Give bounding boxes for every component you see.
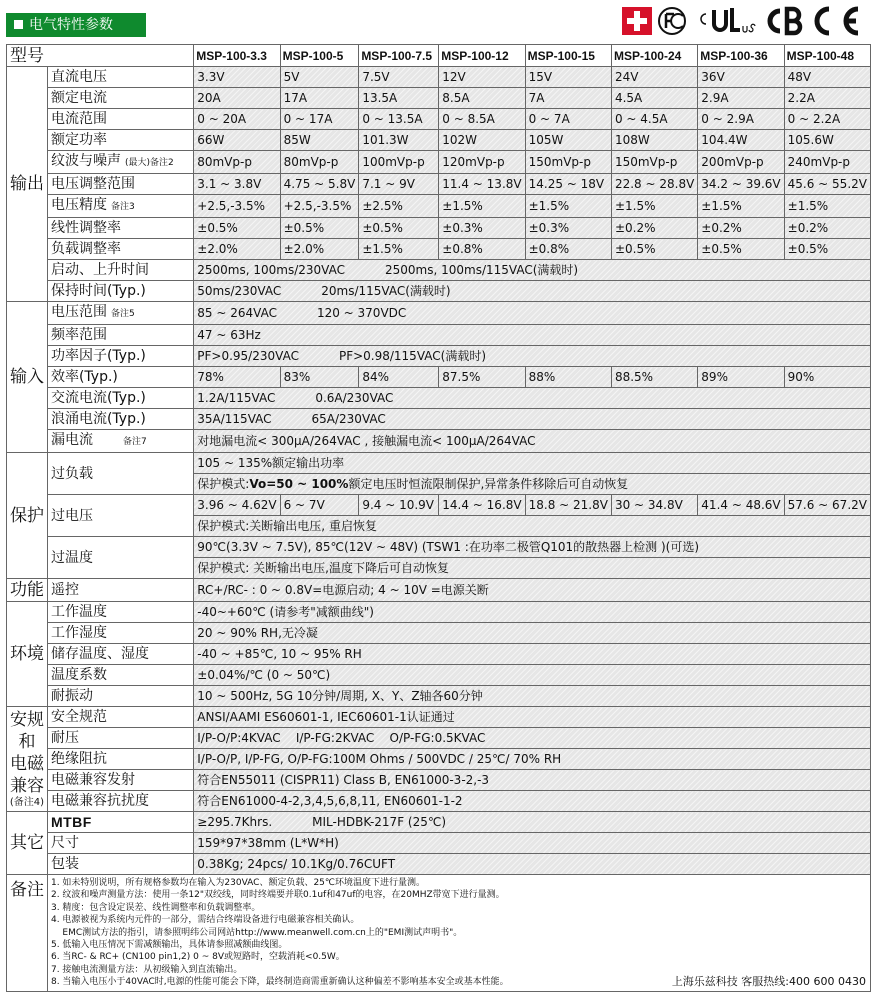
cb-icon	[770, 9, 800, 33]
note-item: 6. 当RC- & RC+ (CN100 pin1,2) 0 ~ 8V或短路时，空载消耗<0.5W。	[50, 952, 345, 963]
value-part: 额定电压时恒流限制保护,异常条件移除后可自动恢复	[348, 477, 629, 491]
row-label: 启动、上升时间	[47, 260, 193, 281]
cell-value: 240mVp-p	[784, 151, 870, 174]
cell-value: 0 ~ 2.2A	[784, 109, 870, 130]
row-label: 绝缘阻抗	[47, 749, 193, 770]
cell-value: 84%	[359, 367, 439, 388]
cell-value: 47 ~ 63Hz	[194, 325, 871, 346]
cell-value: 17A	[280, 88, 359, 109]
row-label: 过负载	[47, 453, 193, 495]
group-environment: 环境	[7, 602, 48, 707]
value-part: 2500ms, 100ms/230VAC	[197, 263, 345, 277]
table-row	[7, 430, 871, 453]
value-part: 20ms/115VAC(满载时)	[321, 284, 451, 298]
cell-value: ±0.04%/℃ (0 ~ 50℃)	[194, 665, 871, 686]
cell-value: RC+/RC- : 0 ~ 0.8V=电源启动; 4 ~ 10V =电源关断	[194, 579, 871, 602]
note-item: 5. 低输入电压情况下需减额输出，具体请参照减额曲线图。	[50, 940, 288, 951]
cell-value: ±0.2%	[698, 218, 784, 239]
table-row	[7, 367, 871, 388]
cell-value	[194, 409, 871, 430]
row-label: 包装	[47, 854, 193, 875]
cell-value: 159*97*38mm (L*W*H)	[194, 833, 871, 854]
cell-value: 3.1 ~ 3.8V	[194, 174, 280, 195]
group-line: 兼容	[9, 776, 44, 796]
group-line: 电磁	[9, 754, 44, 774]
fcc-icon	[659, 8, 685, 34]
cell-value: 120mVp-p	[439, 151, 525, 174]
cell-value: 10 ~ 500Hz, 5G 10分钟/周期, X、Y、Z轴各60分钟	[194, 686, 871, 707]
row-label-note: (最大)备注2	[124, 158, 174, 168]
model-name: MSP-100-48	[784, 45, 870, 67]
cell-value: I/P-O/P:4KVAC I/P-FG:2KVAC O/P-FG:0.5KVAC	[194, 728, 871, 749]
cell-value: 11.4 ~ 13.8V	[439, 174, 525, 195]
table-row	[7, 218, 871, 239]
row-label: MTBF	[47, 812, 193, 833]
row-label: 尺寸	[47, 833, 193, 854]
table-row	[7, 67, 871, 88]
cell-value: 13.5A	[359, 88, 439, 109]
hotline: 上海乐兹科技 客服热线:400 600 0430	[671, 975, 866, 989]
table-row	[7, 88, 871, 109]
notes-row	[7, 875, 871, 992]
model-name: MSP-100-15	[525, 45, 611, 67]
note-item: 2. 纹波和噪声测量方法：使用一条12"双绞线，同时终端要并联0.1uf和47uf的电容，在20MHZ带宽下进行量测。	[50, 890, 505, 901]
cell-value: 3.3V	[194, 67, 280, 88]
cell-value: ±0.8%	[525, 239, 611, 260]
value-part: 保护模式:	[197, 477, 250, 491]
cell-value: 9.4 ~ 10.9V	[359, 495, 439, 516]
table-row	[7, 623, 871, 644]
table-row	[7, 602, 871, 623]
group-note: (备注4)	[9, 797, 45, 808]
row-label: 电磁兼容抗扰度	[47, 791, 193, 812]
row-label: 直流电压	[47, 67, 193, 88]
table-row	[7, 644, 871, 665]
square-icon	[14, 20, 23, 29]
cell-value: 保护模式: 关断输出电压,温度下降后可自动恢复	[194, 558, 871, 579]
cell-value: ±0.2%	[611, 218, 697, 239]
cell-value: 80mVp-p	[194, 151, 280, 174]
table-row	[7, 130, 871, 151]
model-name: MSP-100-24	[611, 45, 697, 67]
table-row	[7, 409, 871, 430]
models-row	[7, 45, 871, 67]
cell-value: 41.4 ~ 48.6V	[698, 495, 784, 516]
cell-value: I/P-O/P, I/P-FG, O/P-FG:100M Ohms / 500VDC / 25℃/ 70% RH	[194, 749, 871, 770]
row-label: 线性调整率	[47, 218, 193, 239]
cell-value: 105.6W	[784, 130, 870, 151]
spec-table	[6, 44, 871, 992]
table-row	[7, 239, 871, 260]
row-label	[47, 195, 193, 218]
row-label-text: 漏电流	[50, 432, 93, 448]
cell-value: 105W	[525, 130, 611, 151]
row-label: 工作温度	[47, 602, 193, 623]
table-row	[7, 665, 871, 686]
row-label: 安全规范	[47, 707, 193, 728]
row-label	[47, 430, 193, 453]
cell-value: +2.5,-3.5%	[194, 195, 280, 218]
row-label: 过温度	[47, 537, 193, 579]
cell-value: 15V	[525, 67, 611, 88]
row-label: 额定电流	[47, 88, 193, 109]
model-name: MSP-100-12	[439, 45, 525, 67]
value-part: PF>0.98/115VAC(满载时)	[338, 349, 486, 363]
section-title: 电气特性参数	[29, 17, 113, 33]
cul-us-icon	[701, 8, 755, 32]
model-name: MSP-100-36	[698, 45, 784, 67]
row-label	[47, 151, 193, 174]
cell-value: ±1.5%	[439, 195, 525, 218]
value-part: 50ms/230VAC	[197, 284, 282, 298]
row-label: 电流范围	[47, 109, 193, 130]
cell-value: 150mVp-p	[611, 151, 697, 174]
note-item: EMC测试方法的指引，请参照明纬公司网站http://www.meanwell.com.cn上的"EMI测试声明书"。	[50, 927, 463, 938]
row-label-text: 电压范围	[50, 304, 107, 320]
table-row	[7, 707, 871, 728]
row-label-text: 纹波与噪声	[50, 153, 121, 169]
cell-value	[194, 260, 871, 281]
cell-value: 0 ~ 20A	[194, 109, 280, 130]
row-label-note: 备注3	[110, 202, 135, 212]
note-item: 7. 接触电流测量方法：从初级输入到直流输出。	[50, 964, 243, 975]
cell-value: 105 ~ 135%额定输出功率	[194, 453, 871, 474]
cell-value: 87.5%	[439, 367, 525, 388]
table-row	[7, 281, 871, 302]
cell-value: 45.6 ~ 55.2V	[784, 174, 870, 195]
row-label: 耐振动	[47, 686, 193, 707]
table-row	[7, 109, 871, 130]
row-label-note: 备注7	[122, 437, 147, 447]
cell-value: ±2.5%	[359, 195, 439, 218]
row-label: 工作湿度	[47, 623, 193, 644]
cell-value: ±0.2%	[784, 218, 870, 239]
cell-value: 34.2 ~ 39.6V	[698, 174, 784, 195]
table-row	[7, 495, 871, 516]
notes-cell	[47, 875, 870, 992]
cell-value: ±0.5%	[784, 239, 870, 260]
cell-value: 12V	[439, 67, 525, 88]
cell-value: 0.38Kg; 24pcs/ 10.1Kg/0.76CUFT	[194, 854, 871, 875]
cell-value: ±0.5%	[194, 218, 280, 239]
model-name: MSP-100-5	[280, 45, 359, 67]
cell-value: 4.5A	[611, 88, 697, 109]
group-other: 其它	[7, 812, 48, 875]
value-part: ≥295.7Khrs.	[197, 815, 273, 829]
value-part: 2500ms, 100ms/115VAC(满载时)	[385, 263, 579, 277]
cell-value: 符合EN55011 (CISPR11) Class B, EN61000-3-2,-3	[194, 770, 871, 791]
row-label-note: 备注5	[110, 309, 135, 319]
cell-value: 20A	[194, 88, 280, 109]
note-item: 4. 电源被视为系统内元件的一部分，需结合终端设备进行电磁兼容相关确认。	[50, 915, 360, 926]
row-label: 频率范围	[47, 325, 193, 346]
cell-value: 100mVp-p	[359, 151, 439, 174]
cell-value: 3.96 ~ 4.62V	[194, 495, 280, 516]
cell-value: 200mVp-p	[698, 151, 784, 174]
row-label: 效率(Typ.)	[47, 367, 193, 388]
table-row	[7, 770, 871, 791]
cell-value: ±0.5%	[359, 218, 439, 239]
table-row	[7, 833, 871, 854]
table-row	[7, 388, 871, 409]
cell-value: 90℃(3.3V ~ 7.5V), 85℃(12V ~ 48V) (TSW1 :在功率二极管Q101的散热器上检测 )(可选)	[194, 537, 871, 558]
cell-value: ±1.5%	[698, 195, 784, 218]
cell-value: 90%	[784, 367, 870, 388]
row-label: 额定功率	[47, 130, 193, 151]
table-row	[7, 174, 871, 195]
table-row	[7, 812, 871, 833]
note-item: 8. 当输入电压小于40VAC时,电源的性能可能会下降，最终制造商需重新确认这种偏差不影响基本安全或基本性能。	[50, 977, 509, 988]
note-item: 1. 如未特别说明，所有规格参数均在输入为230VAC、额定负载、25℃环境温度下进行量测。	[50, 878, 426, 888]
cell-value: 36V	[698, 67, 784, 88]
row-label: 交流电流(Typ.)	[47, 388, 193, 409]
table-row	[7, 791, 871, 812]
value-part: 1.2A/115VAC	[197, 391, 276, 405]
row-label: 温度系数	[47, 665, 193, 686]
row-label: 功率因子(Typ.)	[47, 346, 193, 367]
cell-value: 2.9A	[698, 88, 784, 109]
table-row	[7, 686, 871, 707]
value-part: 85 ~ 264VAC	[197, 306, 277, 320]
table-row	[7, 346, 871, 367]
row-label: 保持时间(Typ.)	[47, 281, 193, 302]
row-label: 负载调整率	[47, 239, 193, 260]
cell-value	[194, 474, 871, 495]
ce-icon	[817, 9, 858, 33]
value-part: 35A/115VAC	[197, 412, 272, 426]
cell-value: 57.6 ~ 67.2V	[784, 495, 870, 516]
cell-value: 89%	[698, 367, 784, 388]
cell-value: 102W	[439, 130, 525, 151]
cell-value: 101.3W	[359, 130, 439, 151]
cell-value: 7.5V	[359, 67, 439, 88]
model-name: MSP-100-7.5	[359, 45, 439, 67]
cell-value: ±0.5%	[280, 218, 359, 239]
cell-value: 14.25 ~ 18V	[525, 174, 611, 195]
cell-value: 14.4 ~ 16.8V	[439, 495, 525, 516]
row-label: 过电压	[47, 495, 193, 537]
cell-value	[194, 388, 871, 409]
cell-value: 85W	[280, 130, 359, 151]
table-row	[7, 453, 871, 474]
cell-value: 6 ~ 7V	[280, 495, 359, 516]
section-header	[6, 13, 146, 37]
value-part: 65A/230VAC	[311, 412, 386, 426]
cell-value: ±0.3%	[439, 218, 525, 239]
cell-value	[194, 281, 871, 302]
cell-value	[194, 302, 871, 325]
cell-value: 20 ~ 90% RH,无冷凝	[194, 623, 871, 644]
model-name: MSP-100-3.3	[194, 45, 280, 67]
group-safety-emc	[7, 707, 48, 812]
value-part: 120 ~ 370VDC	[316, 306, 407, 320]
group-input: 输入	[7, 302, 48, 453]
table-row	[7, 302, 871, 325]
group-protection: 保护	[7, 453, 48, 579]
row-label-text: 电压精度	[50, 197, 107, 213]
cell-value: ±1.5%	[784, 195, 870, 218]
cell-value: ±2.0%	[280, 239, 359, 260]
cell-value: 66W	[194, 130, 280, 151]
cell-value: 48V	[784, 67, 870, 88]
table-row	[7, 325, 871, 346]
cell-value	[194, 346, 871, 367]
cell-value: 83%	[280, 367, 359, 388]
table-row	[7, 728, 871, 749]
cell-value: 对地漏电流< 300μA/264VAC , 接触漏电流< 100μA/264VAC	[194, 430, 871, 453]
table-row	[7, 854, 871, 875]
medical-cross-icon	[622, 7, 652, 35]
cell-value: 108W	[611, 130, 697, 151]
cell-value: 8.5A	[439, 88, 525, 109]
cell-value: -40 ~ +85℃, 10 ~ 95% RH	[194, 644, 871, 665]
cell-value: 5V	[280, 67, 359, 88]
cell-value: 符合EN61000-4-2,3,4,5,6,8,11, EN60601-1-2	[194, 791, 871, 812]
row-label: 遥控	[47, 579, 193, 602]
table-row	[7, 749, 871, 770]
table-row	[7, 195, 871, 218]
cell-value: 0 ~ 4.5A	[611, 109, 697, 130]
cell-value: 2.2A	[784, 88, 870, 109]
cell-value: 104.4W	[698, 130, 784, 151]
row-label: 储存温度、湿度	[47, 644, 193, 665]
cell-value: ±1.5%	[525, 195, 611, 218]
table-row	[7, 579, 871, 602]
value-part: PF>0.95/230VAC	[197, 349, 299, 363]
cell-value: 7.1 ~ 9V	[359, 174, 439, 195]
row-label: 耐压	[47, 728, 193, 749]
cell-value: 24V	[611, 67, 697, 88]
cell-value: 0 ~ 17A	[280, 109, 359, 130]
cell-value: 22.8 ~ 28.8V	[611, 174, 697, 195]
cell-value: 7A	[525, 88, 611, 109]
row-label: 浪涌电流(Typ.)	[47, 409, 193, 430]
note-item: 3. 精度：包含设定误差、线性调整率和负载调整率。	[50, 902, 261, 913]
group-notes: 备注	[7, 875, 48, 992]
row-label: 电压调整范围	[47, 174, 193, 195]
cell-value: ±0.5%	[611, 239, 697, 260]
cell-value: ANSI/AAMI ES60601-1, IEC60601-1认证通过	[194, 707, 871, 728]
cell-value: -40~+60℃ (请参考"减额曲线")	[194, 602, 871, 623]
cell-value: 0 ~ 8.5A	[439, 109, 525, 130]
value-part: MIL-HDBK-217F (25℃)	[312, 815, 447, 829]
cell-value: 80mVp-p	[280, 151, 359, 174]
cell-value: 18.8 ~ 21.8V	[525, 495, 611, 516]
table-row	[7, 537, 871, 558]
models-label: 型号	[7, 45, 194, 67]
certification-logos	[622, 4, 868, 38]
cell-value: ±0.8%	[439, 239, 525, 260]
cell-value: 4.75 ~ 5.8V	[280, 174, 359, 195]
cell-value: ±1.5%	[359, 239, 439, 260]
cell-value: ±0.5%	[698, 239, 784, 260]
cell-value: +2.5,-3.5%	[280, 195, 359, 218]
cell-value: 0 ~ 7A	[525, 109, 611, 130]
table-row	[7, 260, 871, 281]
group-output: 输出	[7, 67, 48, 302]
cell-value: 88%	[525, 367, 611, 388]
cell-value: ±0.3%	[525, 218, 611, 239]
cell-value: 30 ~ 34.8V	[611, 495, 697, 516]
cell-value	[194, 812, 871, 833]
cell-value: 78%	[194, 367, 280, 388]
value-part: Vo=50 ~ 100%	[249, 477, 349, 491]
cell-value: ±2.0%	[194, 239, 280, 260]
cell-value: 0 ~ 13.5A	[359, 109, 439, 130]
group-line: 安规和	[9, 710, 44, 752]
cell-value: 150mVp-p	[525, 151, 611, 174]
row-label	[47, 302, 193, 325]
cell-value: 0 ~ 2.9A	[698, 109, 784, 130]
value-part: 0.6A/230VAC	[315, 391, 394, 405]
row-label: 电磁兼容发射	[47, 770, 193, 791]
cell-value: 88.5%	[611, 367, 697, 388]
cell-value: ±1.5%	[611, 195, 697, 218]
cell-value: 保护模式:关断输出电压, 重启恢复	[194, 516, 871, 537]
table-row	[7, 151, 871, 174]
group-function: 功能	[7, 579, 48, 602]
